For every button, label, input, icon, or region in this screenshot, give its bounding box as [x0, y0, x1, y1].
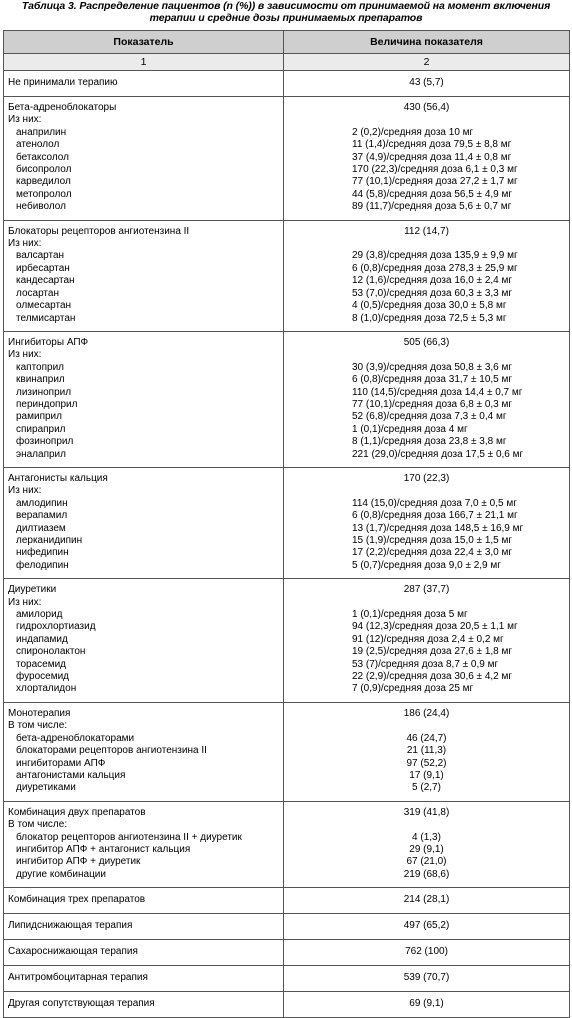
sub-item-value: 6 (0,8)/средняя доза 31,7 ± 10,5 мг: [352, 374, 513, 386]
sub-item-label: рамиприл: [16, 411, 62, 423]
sub-item-label: эналаприл: [16, 448, 66, 460]
group-values: [284, 467, 570, 578]
table-header-row: [4, 31, 570, 54]
sub-item-value: 53 (7,0)/средняя доза 60,3 ± 3,3 мг: [352, 287, 513, 299]
sub-item-value: 46 (24,7): [406, 732, 447, 744]
group-labels: [4, 467, 284, 578]
group-includes: Из них:: [8, 349, 42, 361]
sub-item-value: 114 (15,0)/средняя доза 7,0 ± 0,5 мг: [352, 497, 517, 509]
sub-item-label: кандесартан: [16, 275, 75, 287]
group-total: 287 (37,7): [403, 584, 450, 596]
sub-item-value: 219 (68,6): [403, 868, 450, 880]
sub-item-label: квинаприл: [16, 374, 65, 386]
sub-item-label: спираприл: [16, 423, 66, 435]
sub-item-value: 89 (11,7)/средняя доза 5,6 ± 0,7 мг: [352, 201, 512, 213]
sub-item-label: ингибитор АПФ + антагонист кальция: [16, 843, 191, 855]
patient-therapy-table: [3, 30, 570, 1018]
sub-item-value: 77 (10,1)/средняя доза 27,2 ± 1,7 мг: [352, 176, 518, 188]
sub-item-value: 6 (0,8)/средняя доза 166,7 ± 21,1 мг: [352, 510, 518, 522]
sub-item-value: 97 (52,2): [406, 757, 447, 769]
sub-item-value: 2 (0,2)/средняя доза 10 мг: [352, 126, 474, 138]
sub-item-value: 221 (29,0)/средняя доза 17,5 ± 0,6 мг: [352, 448, 524, 460]
row-value: 539 (70,7): [284, 966, 570, 992]
table-row: [4, 801, 570, 887]
sub-item-label: амилорид: [16, 609, 63, 621]
caption-line-2: терапии и средние дозы принимаемых препаратов: [149, 12, 423, 24]
sub-item-label: индапамид: [16, 633, 68, 645]
sub-item-label: фуросемид: [16, 671, 69, 683]
table-row: [4, 888, 570, 914]
sub-item-label: гидрохлортиазид: [16, 621, 96, 633]
sub-item-label: лизиноприл: [16, 386, 72, 398]
row-value: 497 (65,2): [284, 914, 570, 940]
group-title: Бета-адреноблокаторы: [8, 102, 117, 113]
sub-item-value: 12 (1,6)/средняя доза 16,0 ± 2,4 мг: [352, 275, 513, 287]
column-number-2: 2: [284, 54, 570, 71]
group-labels: [4, 220, 284, 331]
group-labels: [4, 331, 284, 467]
sub-item-label: каптоприл: [16, 361, 64, 373]
sub-item-label: лерканидипин: [16, 535, 83, 546]
group-total: 319 (41,8): [403, 806, 450, 818]
sub-item-value: 110 (14,5)/средняя доза 14,4 ± 0,7 мг: [352, 386, 523, 398]
group-total: 112 (14,7): [404, 225, 449, 237]
sub-item-value: 21 (11,3): [406, 745, 447, 757]
sub-item-label: ирбесартан: [16, 262, 70, 274]
table-row: [4, 579, 570, 703]
sub-item-value: 52 (6,8)/средняя доза 7,3 ± 0,4 мг: [352, 411, 507, 423]
sub-item-value: 1 (0,1)/средняя доза 4 мг: [352, 423, 468, 435]
sub-item-value: 67 (21,0): [406, 856, 447, 868]
group-total: 170 (22,3): [403, 472, 450, 484]
sub-item-value: 17 (9,1): [409, 769, 444, 781]
table-row: [4, 467, 570, 578]
sub-item-label: антагонистами кальция: [16, 769, 126, 781]
sub-item-label: диуретиками: [16, 782, 76, 794]
sub-item-value: 4 (1,3): [412, 831, 441, 843]
sub-item-value: 7 (0,9)/средняя доза 25 мг: [352, 683, 474, 695]
sub-item-value: 29 (9,1): [409, 843, 444, 855]
row-value: 762 (100): [284, 940, 570, 966]
group-title: Диуретики: [8, 584, 57, 596]
sub-item-value: 170 (22,3)/средняя доза 6,1 ± 0,3 мг: [352, 164, 518, 176]
table-caption: [0, 0, 572, 30]
group-includes: Из них:: [8, 485, 42, 497]
sub-item-label: валсартан: [16, 250, 65, 262]
sub-item-label: амлодипин: [16, 497, 68, 509]
table-row: [4, 220, 570, 331]
sub-item-label: олмесартан: [16, 300, 72, 312]
sub-item-value: 77 (10,1)/средняя доза 6,8 ± 0,3 мг: [352, 398, 513, 410]
table-row: [4, 97, 570, 221]
sub-item-label: бета-адреноблокаторами: [16, 732, 135, 744]
row-label: Другая сопутствующая терапия: [4, 992, 284, 1018]
table-row: [4, 331, 570, 467]
sub-item-label: карведилол: [16, 176, 71, 188]
table-row: [4, 940, 570, 966]
group-values: [284, 220, 570, 331]
sub-item-label: метопролол: [16, 188, 72, 200]
sub-item-label: блокатор рецепторов ангиотензина II + диуретик: [16, 831, 242, 843]
group-title: Блокаторы рецепторов ангиотензина II: [8, 225, 190, 237]
sub-item-label: фозиноприл: [16, 436, 74, 448]
group-values: [284, 702, 570, 801]
group-values: [284, 331, 570, 467]
row-label: Не принимали терапию: [4, 71, 284, 97]
group-includes: Из них:: [8, 114, 42, 126]
sub-item-value: 11 (1,4)/средняя доза 79,5 ± 8,8 мг: [352, 139, 512, 151]
sub-item-label: хлорталидон: [16, 683, 77, 695]
group-title: Ингибиторы АПФ: [8, 336, 89, 348]
sub-item-label: анаприлин: [16, 126, 67, 138]
sub-item-label: лосартан: [16, 287, 59, 299]
sub-item-label: бисопролол: [16, 164, 72, 176]
sub-item-value: 29 (3,8)/средняя доза 135,9 ± 9,9 мг: [352, 250, 518, 262]
sub-item-label: торасемид: [16, 658, 67, 670]
group-values: [284, 801, 570, 887]
group-includes: В том числе:: [8, 720, 68, 732]
sub-item-value: 37 (4,9)/средняя доза 11,4 ± 0,8 мг: [352, 151, 512, 163]
row-value: 69 (9,1): [284, 992, 570, 1018]
table-row: [4, 914, 570, 940]
header-indicator: Показатель: [4, 31, 284, 54]
row-label: Сахароснижающая терапия: [4, 940, 284, 966]
sub-item-value: 30 (3,9)/средняя доза 50,8 ± 3,6 мг: [352, 361, 513, 373]
sub-item-label: небиволол: [16, 201, 66, 213]
row-label: Комбинация трех препаратов: [4, 888, 284, 914]
sub-item-value: 22 (2,9)/средняя доза 30,6 ± 4,2 мг: [352, 671, 513, 683]
table-row: [4, 71, 570, 97]
row-value: 43 (5,7): [284, 71, 570, 97]
group-includes: В том числе:: [8, 819, 68, 831]
sub-item-label: спиронолактон: [16, 646, 86, 658]
sub-item-value: 1 (0,1)/средняя доза 5 мг: [352, 609, 468, 621]
column-number-1: 1: [4, 54, 284, 71]
group-includes: Из них:: [8, 238, 42, 250]
sub-item-value: 6 (0,8)/средняя доза 278,3 ± 25,9 мг: [352, 262, 518, 274]
sub-item-value: 4 (0,5)/средняя доза 30,0 ± 5,8 мг: [352, 300, 507, 312]
sub-item-value: 44 (5,8)/средняя доза 56,5 ± 4,9 мг: [352, 188, 513, 200]
group-title: Антагонисты кальция: [8, 472, 108, 484]
group-labels: [4, 579, 284, 703]
sub-item-label: периндоприл: [16, 398, 78, 410]
group-labels: [4, 702, 284, 801]
group-title: Монотерапия: [8, 707, 71, 719]
sub-item-value: 17 (2,2)/средняя доза 22,4 ± 3,0 мг: [352, 547, 513, 559]
sub-item-label: телмисартан: [16, 312, 76, 324]
row-label: Антитромбоцитарная терапия: [4, 966, 284, 992]
sub-item-value: 94 (12,3)/средняя доза 20,5 ± 1,1 мг: [352, 621, 518, 633]
group-values: [284, 579, 570, 703]
sub-item-value: 53 (7)/средняя доза 8,7 ± 0,9 мг: [352, 658, 499, 670]
sub-item-value: 5 (2,7): [412, 782, 441, 794]
sub-item-label: другие комбинации: [16, 868, 106, 880]
sub-item-value: 15 (1,9)/средняя доза 15,0 ± 1,5 мг: [352, 535, 513, 546]
header-value: Величина показателя: [284, 31, 570, 54]
sub-item-label: нифедипин: [16, 547, 69, 559]
table-row: [4, 702, 570, 801]
sub-item-label: фелодипин: [16, 559, 69, 571]
table-row: [4, 992, 570, 1018]
sub-item-label: блокаторами рецепторов ангиотензина II: [16, 745, 207, 757]
sub-item-value: 8 (1,0)/средняя доза 72,5 ± 5,3 мг: [352, 312, 507, 324]
sub-item-value: 13 (1,7)/средняя доза 148,5 ± 16,9 мг: [352, 522, 524, 534]
group-labels: [4, 97, 284, 221]
sub-item-value: 19 (2,5)/средняя доза 27,6 ± 1,8 мг: [352, 646, 513, 658]
group-includes: Из них:: [8, 596, 42, 608]
sub-item-value: 91 (12)/средняя доза 2,4 ± 0,2 мг: [352, 633, 504, 645]
sub-item-label: бетаксолол: [16, 151, 69, 163]
group-total: 505 (66,3): [403, 336, 450, 348]
sub-item-label: верапамил: [16, 510, 68, 522]
group-total: 430 (56,4): [403, 102, 450, 113]
row-value: 214 (28,1): [284, 888, 570, 914]
sub-item-label: ингибиторами АПФ: [16, 757, 106, 769]
group-values: [284, 97, 570, 221]
caption-line-1: Таблица 3. Распределение пациентов (n (%)) в зависимости от принимаемой на момент включения: [21, 0, 551, 12]
group-total: 186 (24,4): [403, 707, 450, 719]
sub-item-value: 5 (0,7)/средняя доза 9,0 ± 2,9 мг: [352, 559, 501, 571]
row-label: Липидснижающая терапия: [4, 914, 284, 940]
table-row: [4, 966, 570, 992]
group-title: Комбинация двух препаратов: [8, 806, 146, 818]
sub-item-value: 8 (1,1)/средняя доза 23,8 ± 3,8 мг: [352, 436, 507, 448]
sub-item-label: дилтиазем: [16, 522, 66, 534]
sub-item-label: ингибитор АПФ + диуретик: [16, 856, 141, 868]
sub-item-label: атенолол: [16, 139, 60, 151]
group-labels: [4, 801, 284, 887]
column-number-row: [4, 54, 570, 71]
